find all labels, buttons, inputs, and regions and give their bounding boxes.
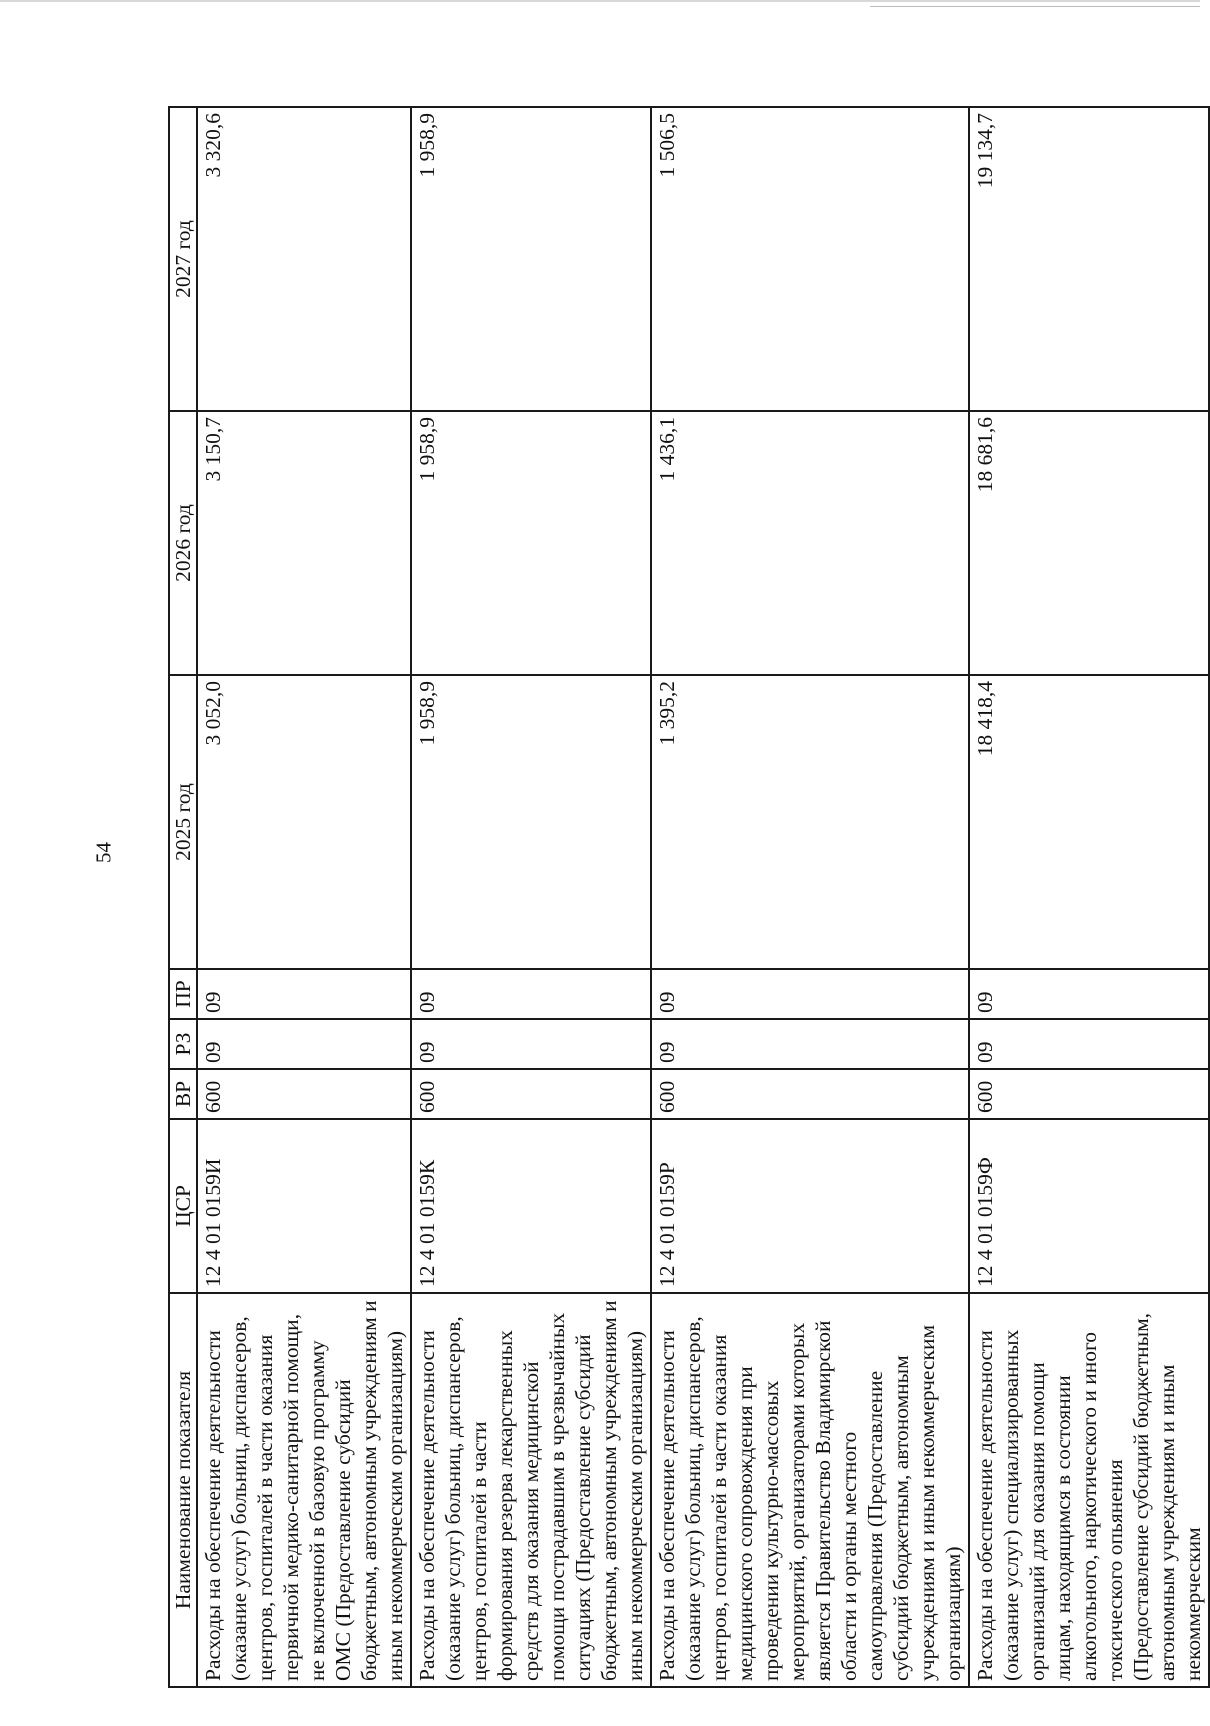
row-2026: 18 681,6: [969, 411, 1209, 675]
row-pr: 09: [969, 969, 1209, 1019]
budget-table: [168, 106, 1210, 1688]
row-pr: 09: [411, 969, 651, 1019]
row-csr: 12 4 01 0159Ф: [969, 1119, 1209, 1293]
row-vr: 600: [651, 1069, 969, 1119]
header-csr: ЦСР: [169, 1119, 197, 1293]
row-2025: 3 052,0: [197, 675, 411, 969]
table-row: [651, 107, 969, 1687]
table-row: [411, 107, 651, 1687]
row-name: Расходы на обеспечение деятельности (оказание услуг) больниц, диспансеров, центров, госпиталей в части формирования резерва лекарственных средств для оказания медицинской помощи пострадавшим в чрезвычайных ситуациях (Предоставление субсидий бюджетным, автономным учреждениям и иным некоммерческим организациям): [411, 1293, 651, 1687]
row-2025: 1 958,9: [411, 675, 651, 969]
header-pr: ПР: [169, 969, 197, 1019]
row-vr: 600: [411, 1069, 651, 1119]
row-pr: 09: [651, 969, 969, 1019]
row-vr: 600: [969, 1069, 1209, 1119]
row-2025: 1 395,2: [651, 675, 969, 969]
scan-mark: [870, 6, 1200, 7]
table-row: [969, 107, 1209, 1687]
header-2027: 2027 год: [169, 107, 197, 411]
row-2027: 1 506,5: [651, 107, 969, 411]
row-2027: 3 320,6: [197, 107, 411, 411]
row-csr: 12 4 01 0159Р: [651, 1119, 969, 1293]
row-vr: 600: [197, 1069, 411, 1119]
row-2026: 3 150,7: [197, 411, 411, 675]
row-rz: 09: [197, 1019, 411, 1069]
row-rz: 09: [651, 1019, 969, 1069]
row-2027: 1 958,9: [411, 107, 651, 411]
header-name: Наименование показателя: [169, 1293, 197, 1687]
row-csr: 12 4 01 0159К: [411, 1119, 651, 1293]
row-pr: 09: [197, 969, 411, 1019]
header-2026: 2026 год: [169, 411, 197, 675]
row-2026: 1 436,1: [651, 411, 969, 675]
row-name: Расходы на обеспечение деятельности (оказание услуг) больниц, диспансеров, центров, госпиталей в части оказания первичной медико-санитарной помощи, не включенной в базовую программу ОМС (Предоставление субсидий бюджетным, автономным учреждениям и иным некоммерческим организациям): [197, 1293, 411, 1687]
header-rz: РЗ: [169, 1019, 197, 1069]
row-2025: 18 418,4: [969, 675, 1209, 969]
row-2027: 19 134,7: [969, 107, 1209, 411]
scan-edge: [0, 0, 1200, 2]
row-csr: 12 4 01 0159И: [197, 1119, 411, 1293]
row-name: Расходы на обеспечение деятельности (оказание услуг) специализированных организаций для оказания помощи лицам, находящимся в состоянии алкогольного, наркотического и иного токсического опьянения (Предоставление субсидий бюджетным, автономным учреждениям и иным некоммерческим: [969, 1293, 1209, 1687]
rotated-sheet: [168, 108, 1205, 1688]
row-name: Расходы на обеспечение деятельности (оказание услуг) больниц, диспансеров, центров, госпиталей в части оказания медицинского сопровождения при проведении культурно-массовых мероприятий, организаторами которых является Правительство Владимирской области и органы местного самоуправления (Предоставление субсидий бюджетным, автономным учреждениям и иным некоммерческим организациям): [651, 1293, 969, 1687]
row-2026: 1 958,9: [411, 411, 651, 675]
row-rz: 09: [969, 1019, 1209, 1069]
row-rz: 09: [411, 1019, 651, 1069]
table-header-row: [169, 107, 197, 1687]
table-row: [197, 107, 411, 1687]
header-2025: 2025 год: [169, 675, 197, 969]
page-number: 54: [91, 842, 116, 863]
header-vr: ВР: [169, 1069, 197, 1119]
